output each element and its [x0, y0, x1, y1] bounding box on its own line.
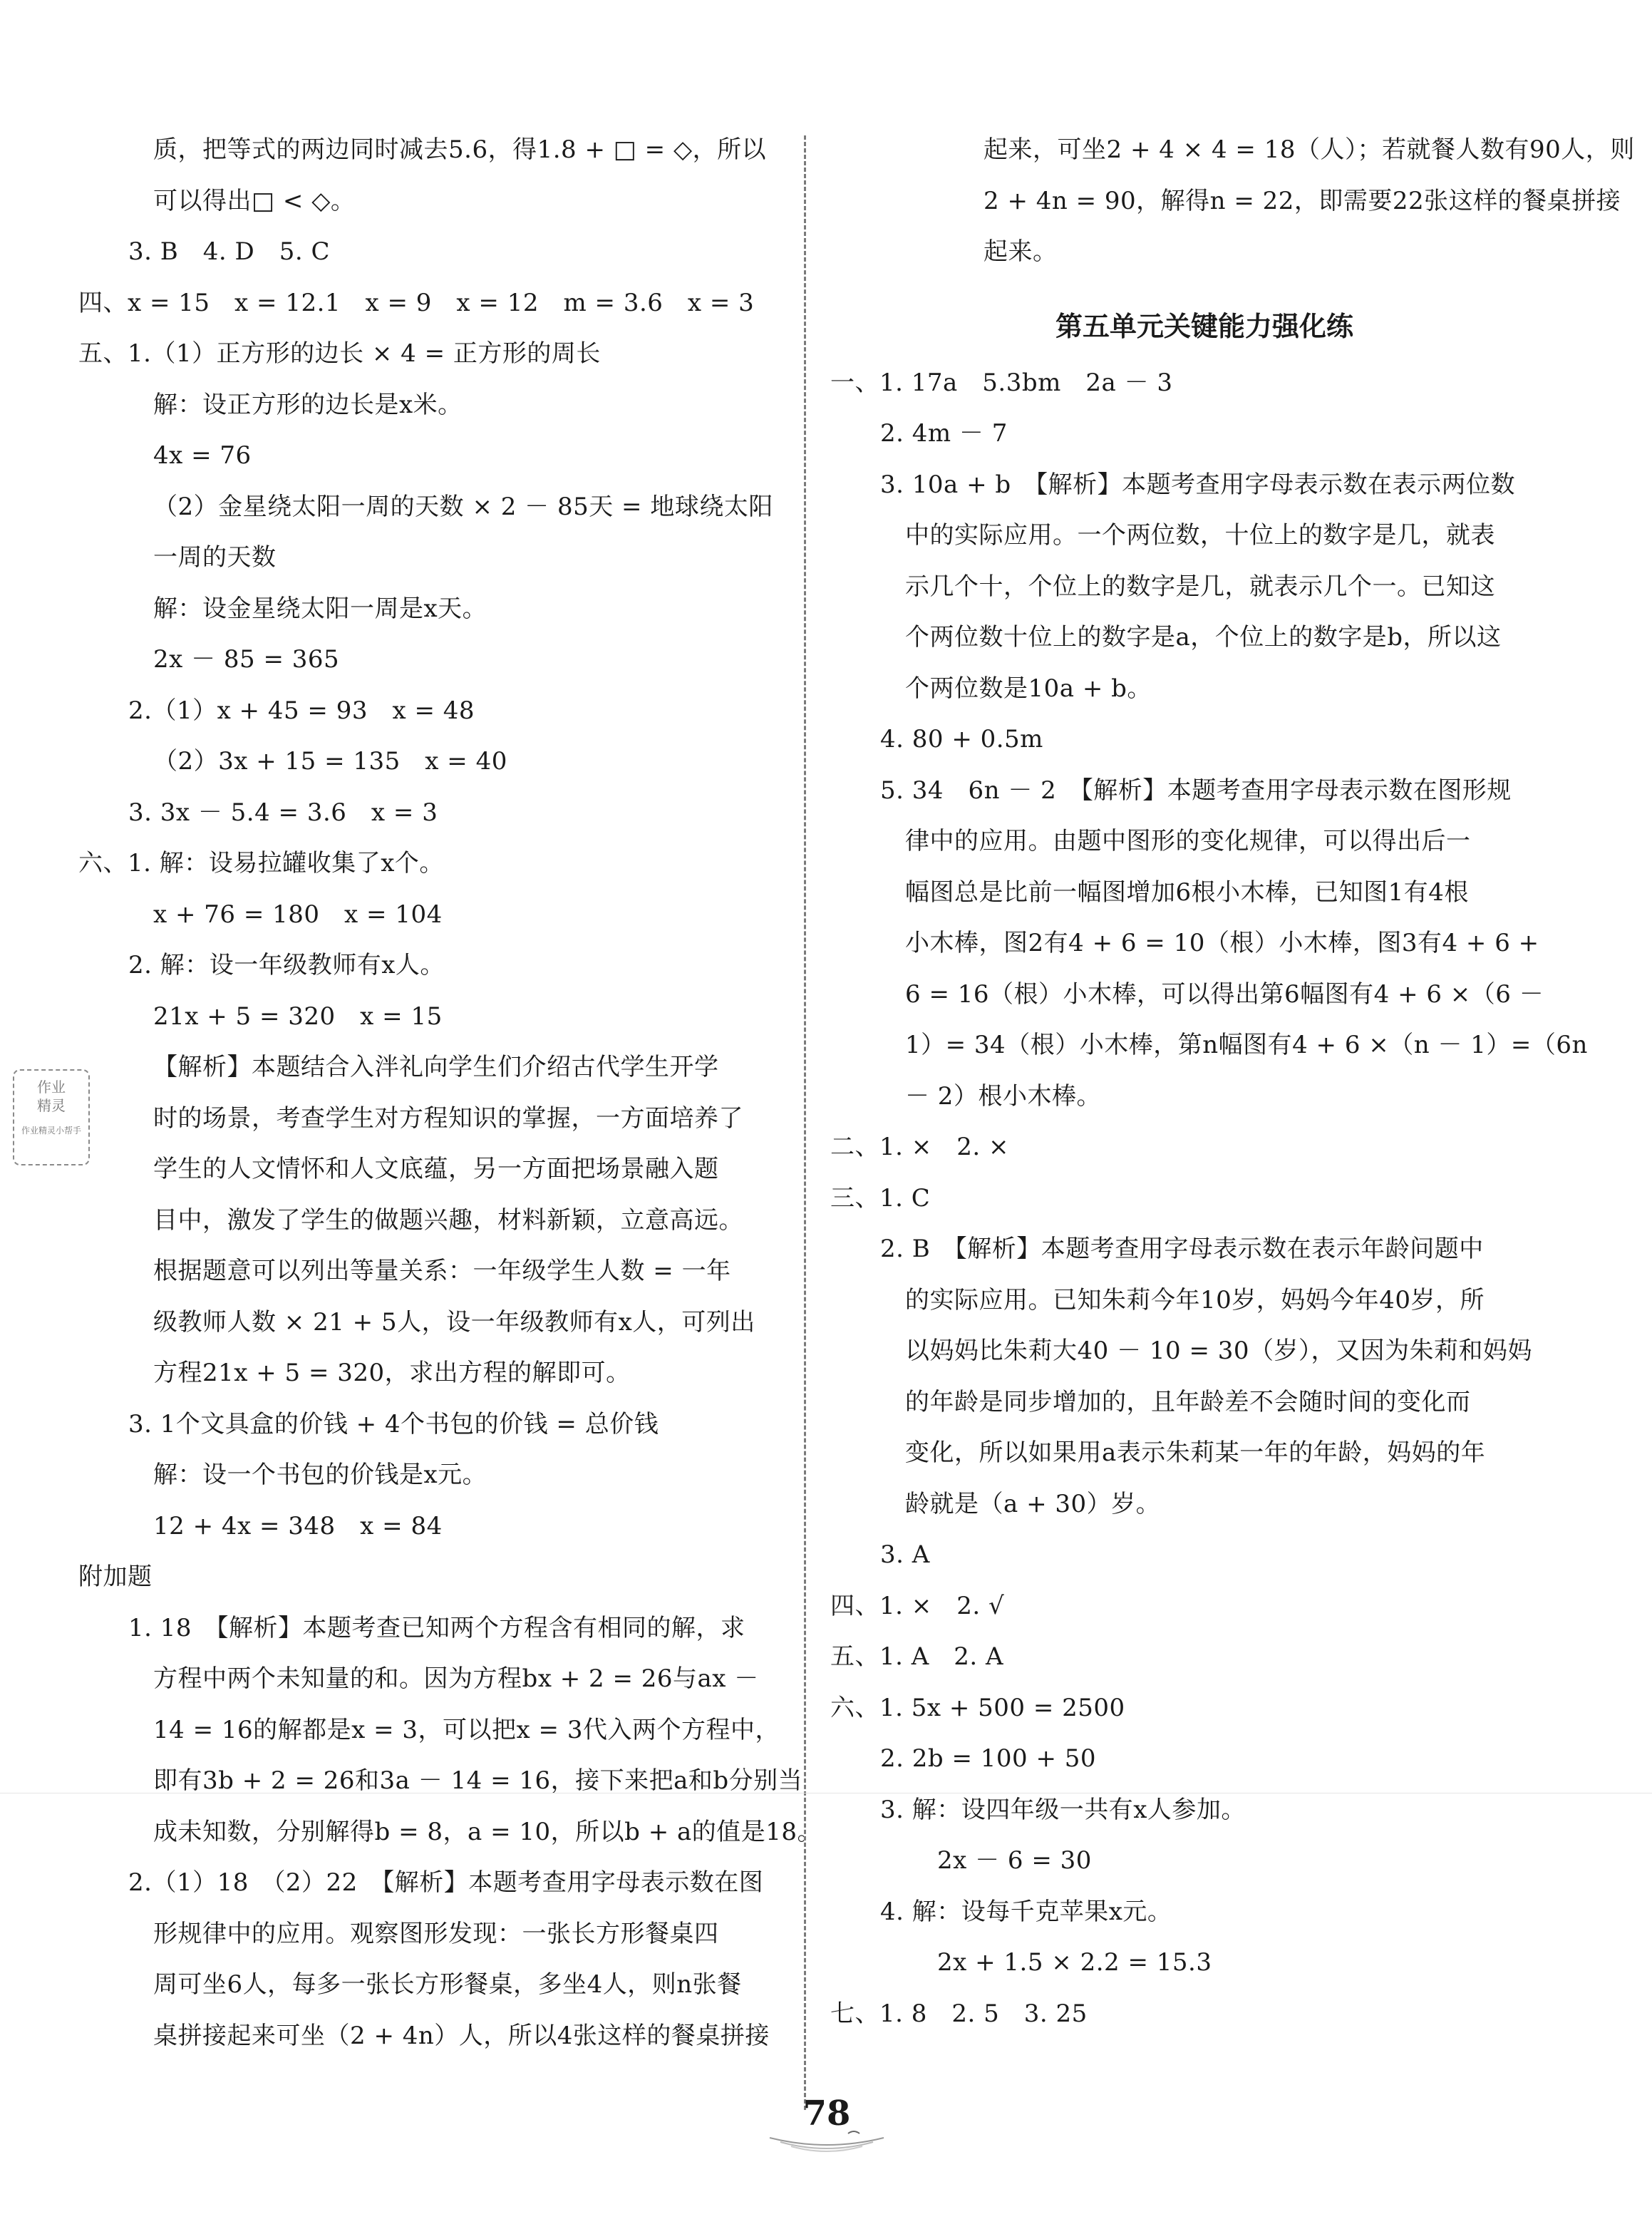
answer-line: 2. 2b = 100 + 50 [880, 1744, 1097, 1773]
answer-line: 四、x = 15 x = 12.1 x = 9 x = 12 m = 3.6 x = 3 [78, 288, 755, 317]
answer-line: 的实际应用。已知朱莉今年10岁，妈妈今年40岁，所 [905, 1285, 1485, 1314]
answer-line: 解：设一个书包的价钱是x元。 [153, 1461, 487, 1489]
answer-line: － 2）根小木棒。 [905, 1081, 1101, 1111]
answer-line: 三、1. C [830, 1183, 931, 1213]
answer-line: 3. A [880, 1540, 930, 1569]
answer-line: 目中，激发了学生的做题兴趣，材料新颖，立意高远。 [153, 1205, 743, 1235]
column-divider [804, 135, 806, 2110]
answer-line: 附加题 [78, 1563, 153, 1591]
answer-line: 方程中两个未知量的和。因为方程bx + 2 = 26与ax － [153, 1664, 759, 1693]
answer-line: 1. 18 【解析】本题考查已知两个方程含有相同的解，求 [128, 1613, 745, 1642]
answer-line: 示几个十，个位上的数字是几，就表示几个一。已知这 [905, 572, 1495, 601]
answer-line: 3. 10a + b 【解析】本题考查用字母表示数在表示两位数 [880, 470, 1516, 499]
answer-line: 五、1.（1）正方形的边长 × 4 = 正方形的周长 [78, 339, 601, 368]
answer-line: 解：设正方形的边长是x米。 [153, 390, 463, 419]
answer-line: 级教师人数 × 21 + 5人，设一年级教师有x人，可列出 [153, 1307, 755, 1337]
answer-line: 的年龄是同步增加的，且年龄差不会随时间的变化而 [905, 1387, 1471, 1416]
answer-line: 2x － 85 = 365 [153, 645, 340, 674]
answer-line: 3. 解：设四年级一共有x人参加。 [880, 1795, 1246, 1824]
stamp-line-2: 精灵 [37, 1097, 66, 1114]
answer-line: 律中的应用。由题中图形的变化规律，可以得出后一 [905, 827, 1471, 855]
answer-line: 21x + 5 = 320 x = 15 [153, 1002, 443, 1031]
answer-line: 2.（1）x + 45 = 93 x = 48 [128, 696, 475, 725]
answer-line: 形规律中的应用。观察图形发现：一张长方形餐桌四 [153, 1919, 719, 1948]
answer-line: 4. 80 + 0.5m [880, 725, 1043, 753]
right-column [830, 125, 1635, 2039]
answer-line: 4x = 76 [153, 441, 252, 470]
answer-line: 以妈妈比朱莉大40 － 10 = 30（岁），又因为朱莉和妈妈 [905, 1337, 1533, 1365]
answer-line: 个两位数是10a + b。 [905, 674, 1152, 703]
answer-line: 起来。 [984, 237, 1058, 266]
answer-line: 四、1. × 2. √ [830, 1591, 1005, 1620]
answer-line: 六、1. 解：设易拉罐收集了x个。 [78, 849, 444, 877]
answer-line: 4. 解：设每千克苹果x元。 [880, 1897, 1172, 1926]
answer-line: 2.（1）18 （2）22 【解析】本题考查用字母表示数在图 [128, 1868, 764, 1897]
answer-line: 幅图总是比前一幅图增加6根小木棒，已知图1有4根 [905, 877, 1469, 907]
answer-line: 即有3b + 2 = 26和3a － 14 = 16，接下来把a和b分别当 [153, 1766, 803, 1795]
answer-line: 可以得出□ < ◇。 [153, 186, 356, 215]
answer-line: 时的场景，考查学生对方程知识的掌握，一方面培养了 [153, 1103, 743, 1133]
left-column [78, 125, 822, 2062]
answer-line: （2）金星绕太阳一周的天数 × 2 － 85天 = 地球绕太阳 [153, 492, 773, 521]
watermark-stamp [13, 1069, 90, 1165]
answer-line: 2. 解：设一年级教师有x人。 [128, 951, 445, 979]
answer-line: 1）= 34（根）小木棒，第n幅图有4 + 6 ×（n － 1）=（6n [905, 1031, 1588, 1059]
answer-line: x + 76 = 180 x = 104 [153, 900, 443, 929]
answer-line: 方程21x + 5 = 320，求出方程的解即可。 [153, 1359, 631, 1387]
answer-line: 成未知数，分别解得b = 8，a = 10，所以b + a的值是18。 [153, 1817, 822, 1846]
answer-line: 5. 34 6n － 2 【解析】本题考查用字母表示数在图形规 [880, 776, 1512, 805]
page-number: 78 [802, 2094, 851, 2134]
answer-line: 质，把等式的两边同时减去5.6，得1.8 + □ = ◇，所以 [153, 135, 767, 164]
answer-line: 2. B 【解析】本题考查用字母表示数在表示年龄问题中 [880, 1235, 1484, 1263]
answer-line: 3. 3x － 5.4 = 3.6 x = 3 [128, 798, 438, 827]
answer-line: 周可坐6人，每多一张长方形餐桌，多坐4人，则n张餐 [153, 1970, 742, 1999]
answer-line: 六、1. 5x + 500 = 2500 [830, 1693, 1125, 1722]
answer-line: 小木棒，图2有4 + 6 = 10（根）小木棒，图3有4 + 6 + [905, 929, 1539, 957]
answer-line: 七、1. 8 2. 5 3. 25 [830, 1999, 1088, 2028]
answer-line: 五、1. A 2. A [830, 1642, 1004, 1671]
answer-line: 中的实际应用。一个两位数，十位上的数字是几，就表 [905, 521, 1495, 550]
answer-line: 变化，所以如果用a表示朱莉某一年的年龄，妈妈的年 [905, 1438, 1486, 1467]
answer-line: 2. 4m － 7 [880, 419, 1008, 448]
answer-line: 根据题意可以列出等量关系：一年级学生人数 = 一年 [153, 1257, 731, 1285]
page-number-ornament-icon [741, 2128, 912, 2156]
section-title: 第五单元关键能力强化练 [1055, 310, 1353, 342]
answer-line: 一、1. 17a 5.3bm 2a － 3 [830, 368, 1173, 397]
right-column-continuation [830, 125, 1635, 278]
answer-line: 6 = 16（根）小木棒，可以得出第6幅图有4 + 6 ×（6 － [905, 979, 1544, 1009]
stamp-line-3: 作业精灵小帮手 [21, 1126, 81, 1136]
answer-line: 3. B 4. D 5. C [128, 237, 331, 266]
answer-line: 起来，可坐2 + 4 × 4 = 18（人）；若就餐人数有90人，则 [984, 135, 1635, 164]
answer-line: （2）3x + 15 = 135 x = 40 [153, 747, 507, 776]
answer-line: 14 = 16的解都是x = 3，可以把x = 3代入两个方程中， [153, 1715, 780, 1744]
answer-line: 二、1. × 2. × [830, 1133, 1009, 1161]
answer-line: 【解析】本题结合入泮礼向学生们介绍古代学生开学 [153, 1053, 719, 1081]
answer-line: 2x + 1.5 × 2.2 = 15.3 [937, 1948, 1212, 1977]
answer-line: 学生的人文情怀和人文底蕴，另一方面把场景融入题 [153, 1155, 719, 1183]
answer-line: 一周的天数 [153, 543, 277, 572]
stamp-line-1: 作业 [37, 1079, 66, 1096]
answer-line: 个两位数十位上的数字是a，个位上的数字是b，所以这 [905, 623, 1502, 652]
answer-line: 12 + 4x = 348 x = 84 [153, 1511, 443, 1540]
answer-line: 龄就是（a + 30）岁。 [905, 1489, 1161, 1518]
answer-line: 桌拼接起来可坐（2 + 4n）人，所以4张这样的餐桌拼接 [153, 2021, 770, 2050]
right-column-answers [830, 358, 1588, 2040]
answer-line: 2 + 4n = 90，解得n = 22，即需要22张这样的餐桌拼接 [984, 186, 1621, 215]
answer-line: 3. 1个文具盒的价钱 + 4个书包的价钱 = 总价钱 [128, 1409, 659, 1438]
answer-line: 解：设金星绕太阳一周是x天。 [153, 594, 487, 623]
answer-line: 2x － 6 = 30 [937, 1846, 1092, 1875]
